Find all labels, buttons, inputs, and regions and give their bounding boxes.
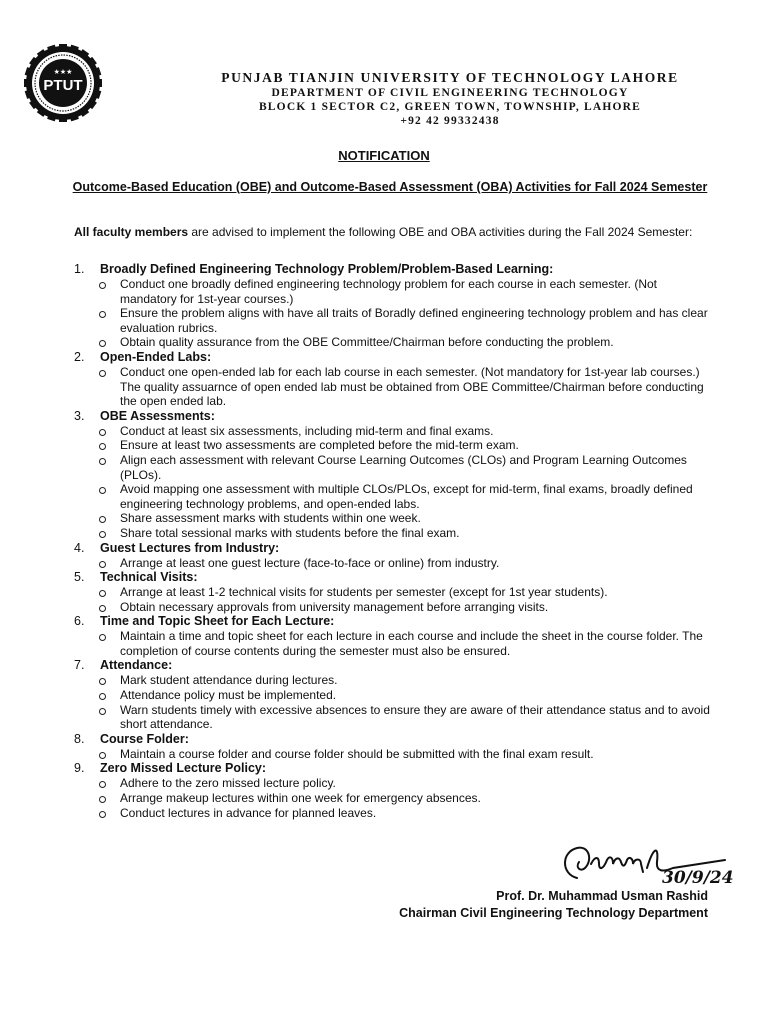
signatory-name: Prof. Dr. Muhammad Usman Rashid	[496, 889, 708, 903]
section-title: OBE Assessments:	[100, 408, 215, 423]
section-item	[74, 658, 714, 731]
section-title: Guest Lectures from Industry:	[100, 540, 280, 555]
bullet-text: Arrange makeup lectures within one week for emergency absences.	[120, 791, 481, 806]
bullet-text: Avoid mapping one assessment with multiple CLOs/PLOs, except for mid-term, final exams, broadly defined engineering technology problems, and open-ended labs.	[120, 482, 693, 511]
bullet-item	[74, 424, 714, 439]
signatory-title: Chairman Civil Engineering Technology Department	[399, 906, 708, 920]
section-heading	[74, 570, 714, 585]
bullet-list	[74, 673, 714, 731]
section-item	[74, 409, 714, 541]
university-name: PUNJAB TIANJIN UNIVERSITY OF TECHNOLOGY LAHORE	[221, 70, 679, 85]
section-number: 9.	[74, 761, 85, 776]
section-heading	[74, 262, 714, 277]
bullet-item	[74, 747, 714, 762]
circle-bullet-icon	[98, 703, 120, 732]
circle-bullet-icon	[98, 600, 120, 615]
bullet-list	[74, 776, 714, 820]
circle-bullet-icon	[98, 776, 120, 791]
circle-bullet-icon	[98, 791, 120, 806]
bullet-text: Obtain quality assurance from the OBE Committee/Chairman before conducting the problem.	[120, 335, 614, 350]
bullet-text: Conduct one broadly defined engineering technology problem for each course in each semester. (Not mandatory for 1st-year courses.)	[120, 277, 657, 306]
bullet-text: Arrange at least one guest lecture (face-to-face or online) from industry.	[120, 555, 500, 570]
section-item	[74, 614, 714, 658]
section-number: 3.	[74, 408, 85, 423]
section-number: 2.	[74, 349, 85, 364]
bullet-text: Arrange at least 1-2 technical visits for students per semester (except for 1st year students).	[120, 585, 608, 600]
phone-number: +92 42 99332438	[400, 115, 500, 127]
signatory-block	[399, 888, 708, 922]
section-heading	[74, 541, 714, 556]
section-title: Open-Ended Labs:	[100, 349, 212, 364]
bullet-text: Attendance policy must be implemented.	[120, 688, 337, 703]
bullet-text: Conduct one open-ended lab for each lab course in each semester. (Not mandatory for 1st-year lab courses.) The quality assuarnce of open ended lab must be obtained from OBE Committee/Chairman before conducting the open ended lab.	[120, 364, 704, 409]
letterhead	[150, 70, 750, 128]
circle-bullet-icon	[98, 453, 120, 482]
circle-bullet-icon	[98, 335, 120, 350]
intro-bold: All faculty members	[74, 225, 189, 239]
bullet-text: Ensure the problem aligns with have all traits of Boradly defined engineering technology problem and has clear evaluation rubrics.	[120, 306, 708, 335]
section-heading	[74, 409, 714, 424]
bullet-text: Share assessment marks with students within one week.	[120, 511, 421, 526]
intro-text: are advised to implement the following OBE and OBA activities during the Fall 2024 Semester:	[188, 225, 693, 239]
bullet-item	[74, 453, 714, 482]
section-number: 7.	[74, 658, 85, 673]
circle-bullet-icon	[98, 306, 120, 335]
logo-stars: ★★★	[53, 68, 73, 76]
circle-bullet-icon	[98, 511, 120, 526]
section-title: Zero Missed Lecture Policy:	[100, 761, 267, 776]
bullet-text: Align each assessment with relevant Course Learning Outcomes (CLOs) and Program Learning Outcomes (PLOs).	[120, 452, 687, 482]
section-number: 6.	[74, 614, 85, 629]
section-item	[74, 350, 714, 409]
circle-bullet-icon	[98, 526, 120, 541]
section-title: Technical Visits:	[100, 570, 198, 585]
bullet-item	[74, 673, 714, 688]
bullet-item	[74, 629, 714, 658]
bullet-text: Warn students timely with excessive absences to ensure they are aware of their attendance status and to avoid short attendance.	[120, 702, 710, 732]
bullet-list	[74, 556, 714, 571]
department-name: DEPARTMENT OF CIVIL ENGINEERING TECHNOLOGY	[271, 87, 629, 99]
bullet-list	[74, 277, 714, 350]
bullet-item	[74, 306, 714, 335]
circle-bullet-icon	[98, 365, 120, 409]
section-item	[74, 732, 714, 762]
bullet-list	[74, 424, 714, 541]
circle-bullet-icon	[98, 482, 120, 511]
bullet-item	[74, 600, 714, 615]
bullet-item	[74, 688, 714, 703]
bullet-item	[74, 791, 714, 806]
bullet-item	[74, 335, 714, 350]
section-heading	[74, 658, 714, 673]
bullet-text: Maintain a course folder and course folder should be submitted with the final exam result.	[120, 746, 594, 761]
bullet-item	[74, 806, 714, 821]
section-item	[74, 262, 714, 350]
section-number: 4.	[74, 540, 85, 555]
bullet-list	[74, 585, 714, 614]
section-heading	[74, 614, 714, 629]
bullet-item	[74, 703, 714, 732]
section-title: Time and Topic Sheet for Each Lecture:	[100, 614, 335, 629]
bullet-list	[74, 747, 714, 762]
address: BLOCK 1 SECTOR C2, GREEN TOWN, TOWNSHIP, LAHORE	[258, 101, 642, 113]
bullet-item	[74, 365, 714, 409]
circle-bullet-icon	[98, 277, 120, 306]
bullet-text: Conduct at least six assessments, including mid-term and final exams.	[120, 423, 494, 438]
logo-text: PTUT	[43, 77, 83, 94]
bullet-text: Adhere to the zero missed lecture policy.	[120, 776, 336, 791]
circle-bullet-icon	[98, 424, 120, 439]
bullet-text: Mark student attendance during lectures.	[120, 673, 338, 688]
circle-bullet-icon	[98, 688, 120, 703]
section-item	[74, 570, 714, 614]
section-item	[74, 761, 714, 820]
circle-bullet-icon	[98, 747, 120, 762]
section-number: 1.	[74, 262, 85, 276]
notification-heading: NOTIFICATION	[338, 148, 430, 163]
university-logo-icon	[24, 44, 102, 122]
activity-list	[74, 262, 714, 820]
circle-bullet-icon	[98, 556, 120, 571]
circle-bullet-icon	[98, 438, 120, 453]
section-number: 8.	[74, 731, 85, 746]
bullet-item	[74, 556, 714, 571]
bullet-text: Obtain necessary approvals from university management before arranging visits.	[120, 599, 549, 614]
bullet-item	[74, 277, 714, 306]
section-title: Course Folder:	[100, 731, 189, 746]
section-heading	[74, 732, 714, 747]
bullet-item	[74, 776, 714, 791]
bullet-item	[74, 482, 714, 511]
intro-paragraph	[74, 225, 714, 240]
bullet-text: Maintain a time and topic sheet for each lecture in each course and include the sheet in the course folder. The completion of course contents during the semester must also be ensured.	[120, 629, 703, 658]
circle-bullet-icon	[98, 585, 120, 600]
bullet-text: Conduct lectures in advance for planned leaves.	[120, 805, 377, 820]
circle-bullet-icon	[98, 673, 120, 688]
section-heading	[74, 761, 714, 776]
section-title: Attendance:	[100, 658, 173, 673]
bullet-text: Ensure at least two assessments are completed before the mid-term exam.	[120, 438, 519, 453]
signature-date: 30/9/24	[662, 868, 734, 888]
subject-line: Outcome-Based Education (OBE) and Outcome-Based Assessment (OBA) Activities for Fall 2024 Semester	[72, 180, 708, 194]
bullet-text: Share total sessional marks with students before the final exam.	[120, 525, 460, 540]
bullet-list	[74, 365, 714, 409]
circle-bullet-icon	[98, 806, 120, 821]
bullet-item	[74, 511, 714, 526]
section-title: Broadly Defined Engineering Technology Problem/Problem-Based Learning:	[100, 262, 554, 276]
circle-bullet-icon	[98, 629, 120, 658]
bullet-item	[74, 526, 714, 541]
bullet-item	[74, 585, 714, 600]
bullet-list	[74, 629, 714, 658]
section-heading	[74, 350, 714, 365]
section-item	[74, 541, 714, 571]
bullet-item	[74, 438, 714, 453]
section-number: 5.	[74, 570, 85, 585]
